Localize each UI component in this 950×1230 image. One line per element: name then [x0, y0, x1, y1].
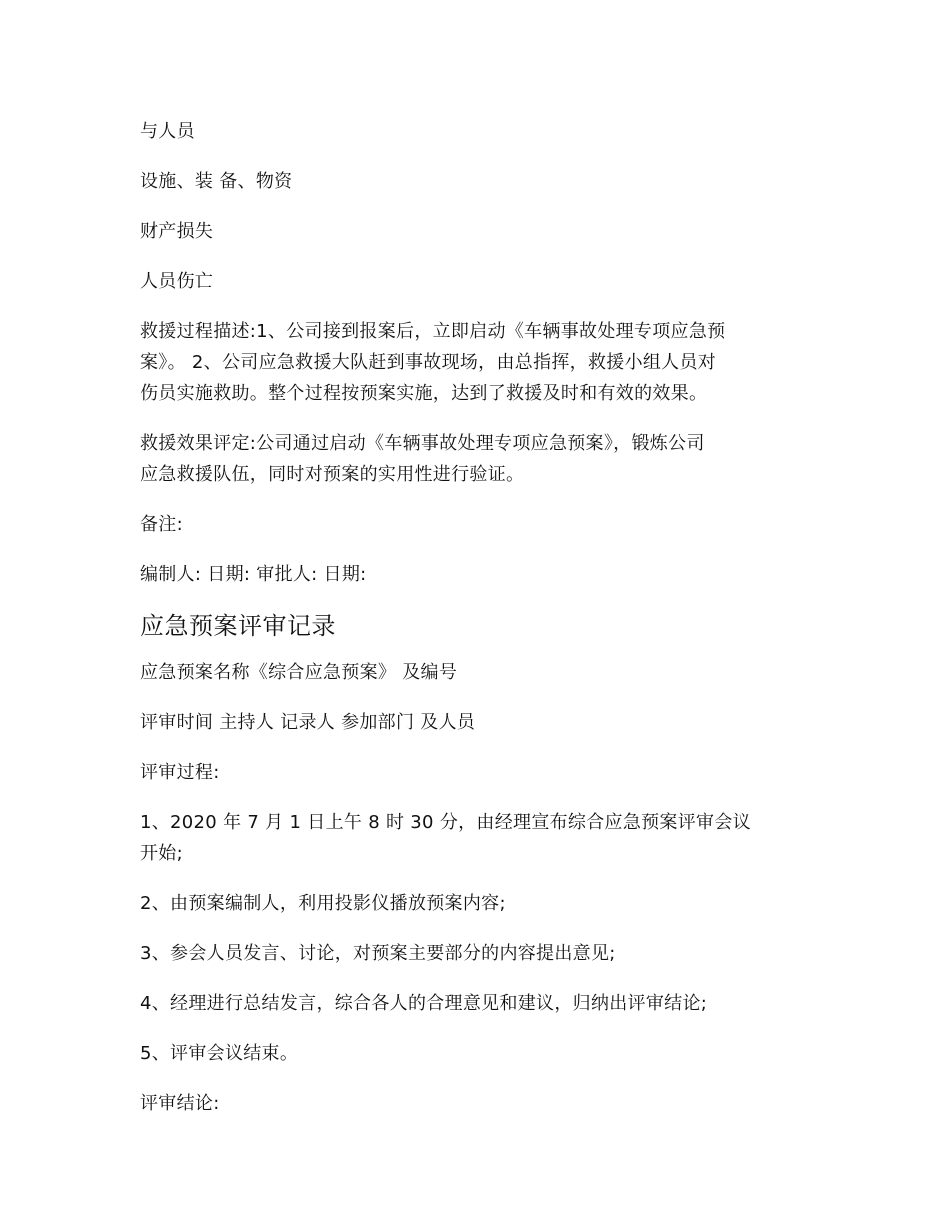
review-step-line: 开始;	[140, 843, 183, 864]
review-conclusion-label: 评审结论:	[140, 1093, 220, 1114]
review-step-line: 1、2020 年 7 月 1 日上午 8 时 30 分，由经理宣布综合应急预案评审会议	[140, 812, 751, 833]
review-step-3: 3、参会人员发言、讨论，对预案主要部分的内容提出意见;	[140, 943, 616, 964]
plan-name-line: 应急预案名称《综合应急预案》 及编号	[140, 662, 458, 683]
rescue-process-line: 案》。 2、公司应急救援大队赶到事故现场，由总指挥，救援小组人员对	[140, 352, 717, 373]
review-record-title: 应急预案评审记录	[140, 612, 336, 640]
review-step-1	[140, 807, 820, 869]
casualties-line: 人员伤亡	[140, 271, 214, 292]
personnel-line: 与人员	[140, 121, 195, 142]
signatures-line: 编制人: 日期: 审批人: 日期:	[140, 564, 367, 585]
review-process-label: 评审过程:	[140, 762, 220, 783]
review-step-5: 5、评审会议结束。	[140, 1043, 299, 1064]
rescue-evaluation-line: 应急救援队伍，同时对预案的实用性进行验证。	[140, 464, 525, 485]
rescue-process-paragraph	[140, 316, 820, 409]
review-step-2: 2、由预案编制人，利用投影仪播放预案内容;	[140, 893, 506, 914]
rescue-process-line: 救援过程描述:1、公司接到报案后，立即启动《车辆事故处理专项应急预	[140, 321, 726, 342]
property-loss-line: 财产损失	[140, 221, 214, 242]
review-step-4: 4、经理进行总结发言，综合各人的合理意见和建议，归纳出评审结论;	[140, 993, 708, 1014]
rescue-process-line: 伤员实施救助。整个过程按预案实施，达到了救援及时和有效的效果。	[140, 383, 708, 404]
facilities-line: 设施、装 备、物资	[140, 171, 293, 192]
review-info-line: 评审时间 主持人 记录人 参加部门 及人员	[140, 712, 476, 733]
document-content	[140, 116, 820, 1138]
remarks-line: 备注:	[140, 514, 183, 535]
rescue-evaluation-line: 救援效果评定:公司通过启动《车辆事故处理专项应急预案》，锻炼公司	[140, 433, 705, 454]
rescue-evaluation-paragraph	[140, 428, 820, 490]
